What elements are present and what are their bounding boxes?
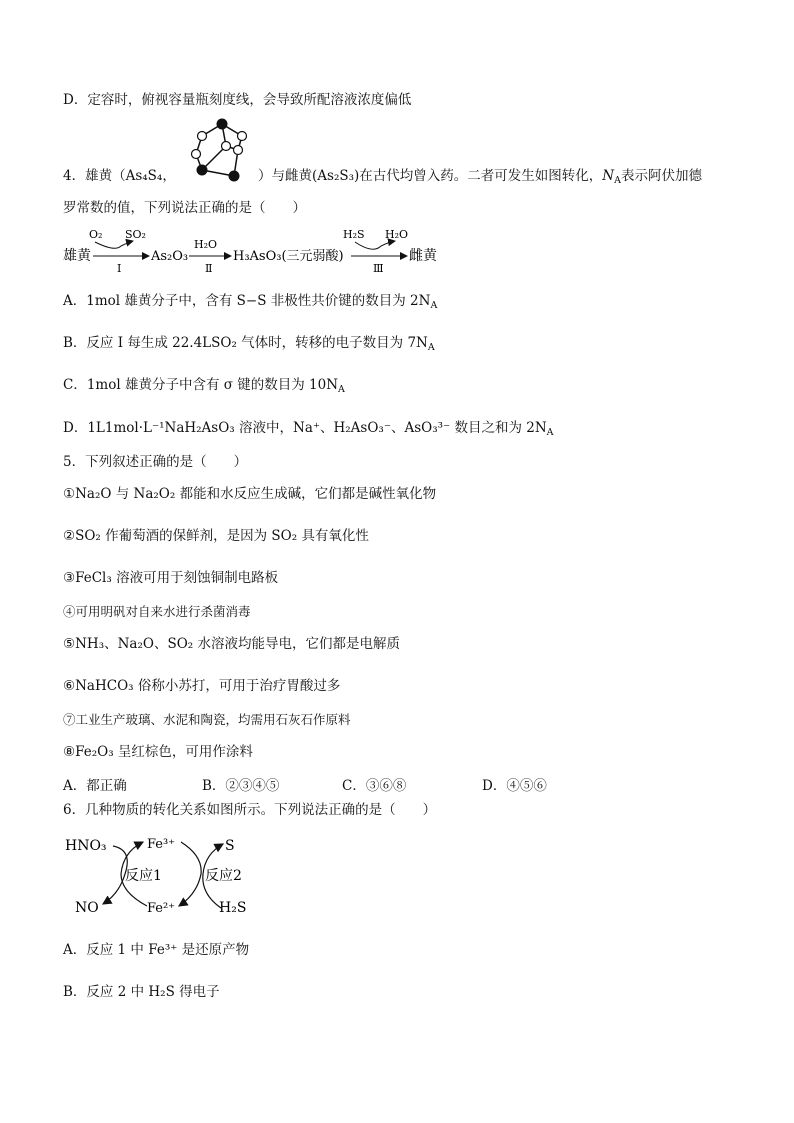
na-symbol: N (602, 168, 615, 184)
cycle-h2s: H₂S (219, 900, 247, 916)
scheme-start: 雄黄 (63, 248, 91, 264)
q6-option-b: B．反应 2 中 H₂S 得电子 (63, 984, 220, 1000)
q3-option-d: D．定容时，俯视容量瓶刻度线，会导致所配溶液浓度偏低 (63, 92, 412, 108)
q5-item-8: ⑧Fe₂O₃ 呈红棕色，可用作涂料 (63, 744, 253, 760)
cycle-hno3: HNO₃ (65, 838, 107, 854)
cycle-arrow-fe3-fe2 (179, 842, 201, 906)
q5-item-1: ①Na₂O 与 Na₂O₂ 都能和水反应生成碱，它们都是碱性氧化物 (63, 486, 437, 502)
q5-choice-b: B．②③④⑤ (202, 778, 280, 794)
na-subscript: A (614, 175, 621, 186)
so2-curve-arrow (121, 241, 133, 246)
q4-option-d: D．1L1mol·L⁻¹NaH₂AsO₃ 溶液中，Na⁺、H₂AsO₃⁻、AsO₃³⁻ 数目之和为 $2N_A$ (63, 420, 554, 438)
scheme-end: 雌黄 (409, 248, 437, 264)
cycle-no: NO (75, 900, 99, 916)
q5-item-4: ④可用明矾对自来水进行杀菌消毒 (63, 604, 251, 619)
scheme-h2o-1: H₂O (194, 238, 218, 251)
q4-option-b: B．反应 I 每生成 22.4LSO₂ 气体时，转移的电子数目为 $7N_A$ (63, 335, 435, 353)
cycle-fe3: Fe³⁺ (147, 837, 176, 852)
q4-option-a: A．1mol 雄黄分子中，含有 S−S 非极性共价键的数目为 $2N_A$ (63, 293, 438, 311)
scheme-so2: SO₂ (125, 228, 146, 241)
scheme-step2: Ⅱ (205, 262, 213, 274)
q4-stem-prefix: 4．雄黄（ (63, 168, 126, 184)
q6-option-a: A．反应 1 中 Fe³⁺ 是还原产物 (63, 942, 250, 958)
q5-choice-a: A．都正确 (63, 778, 127, 794)
h2s-curve-arrow (355, 242, 381, 249)
o2-curve-arrow (95, 242, 121, 248)
q4-stem-continue (258, 166, 702, 191)
scheme-step1: Ⅰ (117, 262, 122, 274)
as4s4-structure-diagram (180, 112, 258, 188)
cycle-reaction1: 反应1 (125, 868, 162, 884)
q4-stem-line1 (63, 166, 176, 186)
cycle-s: S (225, 838, 235, 854)
q5-item-3: ③FeCl₃ 溶液可用于刻蚀铜制电路板 (63, 570, 279, 586)
q4-stem-suffix: 在古代均曾入药。二者可发生如图转化， (359, 168, 603, 184)
q4-stem-suffix2: 表示阿伏加德 (620, 168, 702, 184)
as4s4-formula: As₄S₄， (125, 168, 176, 184)
q4-stem-line2: 罗常数的值，下列说法正确的是（ ） (63, 200, 306, 216)
q5-item-2: ②SO₂ 作葡萄酒的保鲜剂，是因为 SO₂ 具有氧化性 (63, 528, 369, 544)
q5-stem: 5．下列叙述正确的是（ ） (63, 454, 248, 470)
q6-reaction-cycle (63, 830, 263, 922)
q4-conversion-scheme (63, 224, 443, 274)
cycle-reaction2: 反应2 (205, 868, 242, 884)
q6-stem: 6．几种物质的转化关系如图所示。下列说法正确的是（ ） (63, 802, 437, 818)
scheme-h2s: H₂S (343, 228, 365, 241)
cycle-fe2: Fe²⁺ (147, 901, 176, 916)
q5-choice-d: D．④⑤⑥ (482, 778, 547, 794)
scheme-as2o3: As₂O₃ (151, 249, 189, 264)
scheme-h2o-2: H₂O (385, 228, 409, 241)
cycle-arrow-hno3-no (103, 846, 127, 904)
scheme-h3aso3: H₃AsO₃(三元弱酸) (233, 249, 344, 264)
q4-stem-mid: ）与雌黄 (258, 168, 312, 184)
q5-choice-c: C．③⑥⑧ (342, 778, 407, 794)
q4-option-c: C．1mol 雄黄分子中含有 σ 键的数目为 $10N_A$ (63, 377, 345, 395)
q5-item-6: ⑥NaHCO₃ 俗称小苏打，可用于治疗胃酸过多 (63, 678, 341, 694)
scheme-o2: O₂ (89, 228, 103, 241)
scheme-step3: Ⅲ (373, 262, 384, 274)
as2s3-formula: (As₂S₃) (312, 168, 360, 184)
q5-item-5: ⑤NH₃、Na₂O、SO₂ 水溶液均能导电，它们都是电解质 (63, 636, 400, 652)
h2o-curve-arrow (381, 241, 395, 246)
q5-item-7: ⑦工业生产玻璃、水泥和陶瓷，均需用石灰石作原料 (63, 712, 351, 727)
